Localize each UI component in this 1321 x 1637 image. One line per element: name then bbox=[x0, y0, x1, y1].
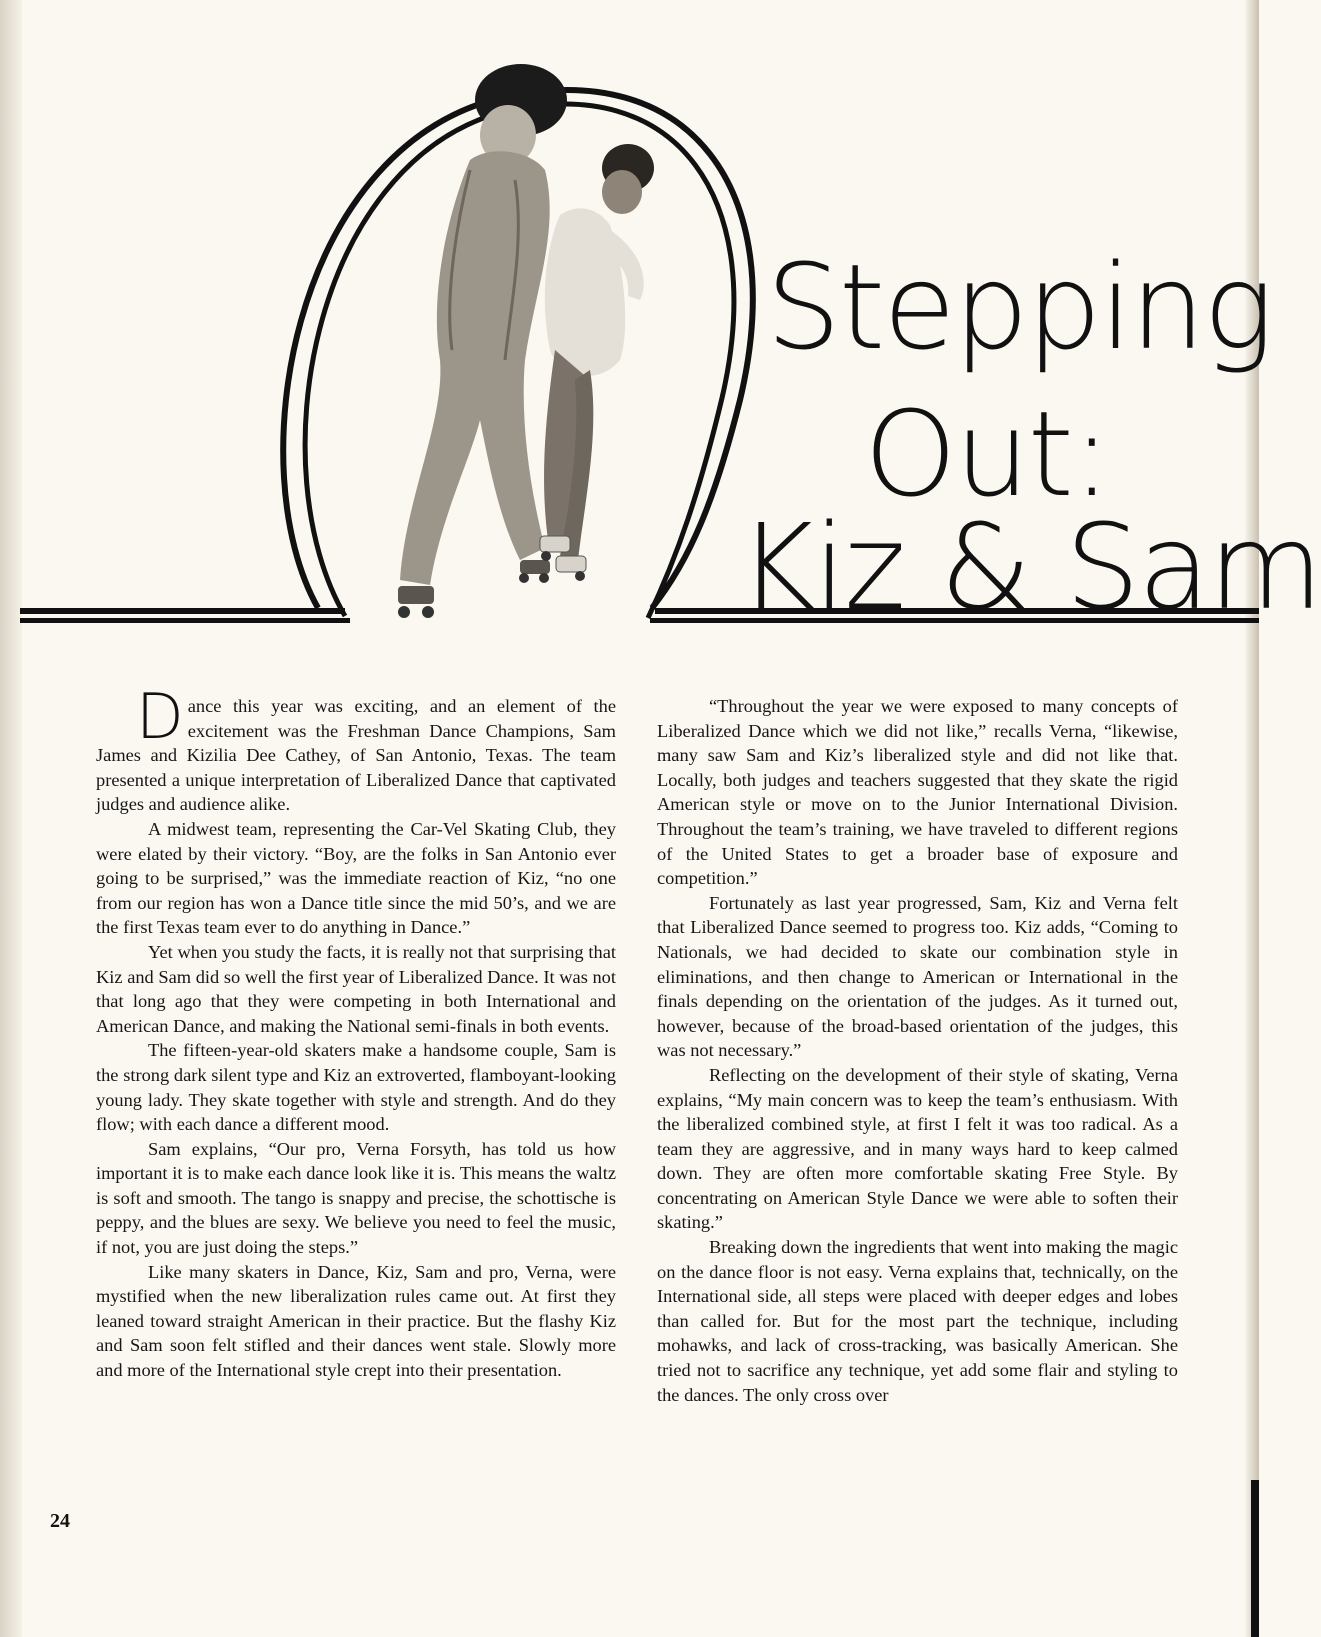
article-paragraph: Like many skaters in Dance, Kiz, Sam and pro, Verna, were mystified when the new liberalization rules came out. At first they leaned toward straight American in their practice. But the flashy Kiz and Sam soon felt stifled and their dances went stale. Slowly more and more of the International style crept into their presentation. bbox=[96, 1261, 616, 1381]
article-paragraph: Fortunately as last year progressed, Sam, Kiz and Verna felt that Liberalized Dance seemed to progress too. Kiz adds, “Coming to Nationals, we had decided to skate our combination style in eliminations, and then change to American or International in the finals depending on the orientation of the judges. As it turned out, however, because of the broad-based orientation of the judges, this was not necessary.” bbox=[657, 892, 1178, 1061]
article-paragraph: Breaking down the ingredients that went into making the magic on the dance floor is not easy. Verna explains that, technically, on the International side, all steps were placed with deeper edges and lobes than called for. But for the most part the technique, including mohawks, and lack of cross-tracking, was basically American. She tried not to sacrifice any technique, yet add some flair and styling to the dances. The only cross over bbox=[657, 1237, 1178, 1405]
page-number: 24 bbox=[50, 1510, 70, 1532]
dancing-couple-photo bbox=[398, 64, 654, 618]
article-paragraph: Sam explains, “Our pro, Verna Forsyth, has told us how important it is to make each dance look like it is. This means the waltz is soft and smooth. The tango is snappy and precise, the schottische is peppy, and the blues are sexy. We believe you need to feel the music, if not, you are just doing the steps.” bbox=[96, 1138, 616, 1258]
headline-stepping: Stepping bbox=[766, 238, 1272, 376]
article-paragraph: The fifteen-year-old skaters make a handsome couple, Sam is the strong dark silent type and Kiz an extroverted, flamboyant-looking young lady. They skate together with style and strength. And do they flow; with each dance a different mood. bbox=[96, 1040, 616, 1135]
headline-kiz-and-sam: Kiz & Sam bbox=[738, 498, 1321, 636]
drop-cap: D bbox=[136, 680, 184, 753]
article-paragraph-text: ance this year was exciting, and an element of the excitement was the Freshman Dance Champions, Sam James and Kizilia Dee Cathey, of San Antonio, Texas. The team presented a unique interpretation of Liberalized Dance that captivated judges and audience alike. bbox=[96, 696, 616, 815]
article-paragraph: Yet when you study the facts, it is really not that surprising that Kiz and Sam did so well the first year of Liberalized Dance. It was not that long ago that they were competing in both International and American Dance, and making the National semi-finals in both events. bbox=[96, 941, 616, 1036]
article-paragraph: “Throughout the year we were exposed to many concepts of Liberalized Dance which we did not like,” recalls Verna, “likewise, many saw Sam and Kiz’s liberalized style and did not like that. Locally, both judges and teachers suggested that they skate the rigid American style or move on to the Junior International Division. Throughout the team’s training, we have traveled to different regions of the United States to get a broader base of exposure and competition.” bbox=[657, 696, 1178, 889]
article-paragraph bbox=[96, 680, 616, 817]
article-column-left bbox=[96, 680, 616, 1383]
binding-edge bbox=[1251, 1480, 1259, 1637]
headline-out: Out: bbox=[864, 385, 1110, 523]
article-paragraph: Reflecting on the development of their style of skating, Verna explains, “My main concern was to keep the team’s enthusiasm. With the liberalized combined style, at first I felt it was too radical. As a team they are aggressive, and in many ways hard to keep calmed down. They are often more comfortable skating Free Style. By concentrating on American Style Dance we were able to soften their skating.” bbox=[657, 1064, 1178, 1233]
rule-left bbox=[20, 608, 350, 623]
article-paragraph: A midwest team, representing the Car-Vel Skating Club, they were elated by their victory. “Boy, are the folks in San Antonio ever going to be surprised,” was the immediate reaction of Kiz, “no one from our region has won a Dance title since the mid 50’s, and we are the first Texas team ever to do anything in Dance.” bbox=[96, 818, 616, 938]
article-column-right bbox=[657, 694, 1178, 1407]
